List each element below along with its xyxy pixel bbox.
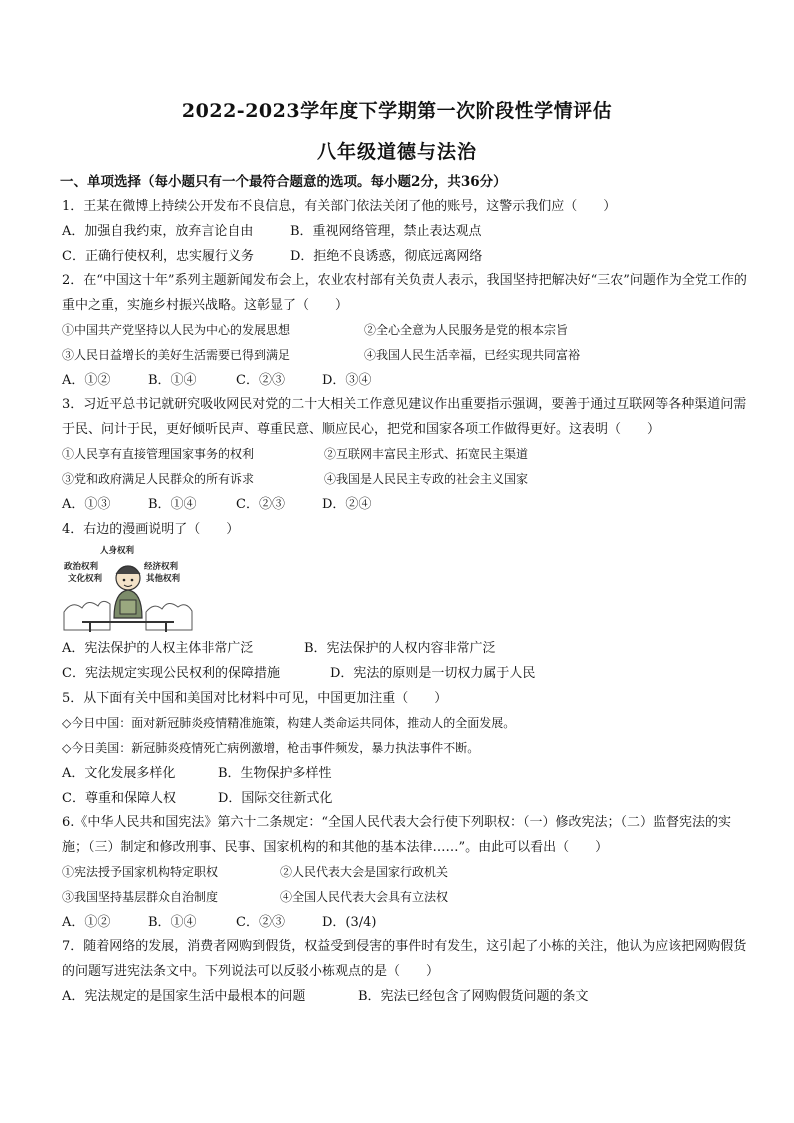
q1-option-b: B．重视网络管理，禁止表达观点 [290, 224, 482, 239]
q2-statements-row2 [62, 343, 752, 368]
q4-option-c: C．宪法规定实现公民权利的保障措施 [62, 666, 280, 681]
q2-option-c: C．②③ [236, 373, 285, 388]
q4-stem: 4．右边的漫画说明了（ ） [62, 522, 240, 537]
q2-statement-4: ④我国人民生活幸福，已经实现共同富裕 [364, 348, 581, 362]
rights-cartoon [62, 542, 194, 634]
q4-option-b: B．宪法保护的人权内容非常广泛 [304, 641, 496, 656]
q1-options-row2 [62, 244, 752, 269]
q5-option-d: D．国际交往新式化 [218, 791, 333, 806]
q3-statement-1: ①人民享有直接管理国家事务的权利 [62, 447, 255, 461]
q5-option-c: C．尊重和保障人权 [62, 791, 176, 806]
q2-option-d: D．③④ [322, 373, 372, 388]
q2-stem: 2．在“中国这十年”系列主题新闻发布会上，农业农村部有关负责人表示，我国坚持把解决好“三农”问题作为全党工作的重中之重，实施乡村振兴战略。这彰显了（ ） [62, 273, 747, 313]
cartoon-label-personal-rights: 人身权利 [100, 546, 135, 556]
q7-option-a: A．宪法规定的是国家生活中最根本的问题 [62, 989, 306, 1004]
q3-option-c: C．②③ [236, 497, 285, 512]
q2-option-a: A．①② [62, 373, 111, 388]
q6-statement-4: ④全国人民代表大会具有立法权 [280, 890, 449, 904]
q4-option-d: D．宪法的原则是一切权力属于人民 [330, 666, 536, 681]
cartoon-label-other-rights: 其他权利 [146, 574, 181, 584]
q4-option-a: A．宪法保护的人权主体非常广泛 [62, 641, 254, 656]
q4-options-row2 [62, 661, 752, 686]
q2-statement-1: ①中国共产党坚持以人民为中心的发展思想 [62, 323, 291, 337]
q2-statements-row1 [62, 318, 752, 343]
q2-options [62, 368, 752, 393]
q5-option-a: A．文化发展多样化 [62, 766, 176, 781]
q3-statements-row1 [62, 442, 752, 467]
exam-content [62, 170, 752, 1009]
q1-option-a: A．加强自我约束，放弃言论自由 [62, 224, 254, 239]
q1-option-d: D．拒绝不良诱惑，彻底远离网络 [290, 249, 483, 264]
q5-option-b: B．生物保护多样性 [218, 766, 332, 781]
q3-statement-4: ④我国是人民民主专政的社会主义国家 [324, 472, 529, 486]
q6-statement-2: ②人民代表大会是国家行政机关 [280, 865, 449, 879]
q3-options [62, 492, 752, 517]
exam-title: 2022-2023学年度下学期第一次阶段性学情评估 [181, 100, 613, 122]
q2-statement-3: ③人民日益增长的美好生活需要已得到满足 [62, 348, 291, 362]
q4-options-row1 [62, 636, 752, 661]
q3-option-d: D．②④ [322, 497, 372, 512]
q6-option-c: C．②③ [236, 915, 285, 930]
cartoon-label-economic-rights: 经济权利 [144, 562, 179, 572]
q3-statement-2: ②互联网丰富民主形式、拓宽民主渠道 [324, 447, 529, 461]
q7-option-b: B．宪法已经包含了网购假货问题的条文 [358, 989, 589, 1004]
q2-statement-2: ②全心全意为人民服务是党的根本宗旨 [364, 323, 569, 337]
q3-option-b: B．①④ [148, 497, 197, 512]
q6-statement-1: ①宪法授予国家机构特定职权 [62, 865, 219, 879]
q3-statements-row2 [62, 467, 752, 492]
q5-stem: 5．从下面有关中国和美国对比材料中可见，中国更加注重（ ） [62, 691, 448, 706]
cartoon-label-political-rights: 政治权利 [64, 562, 99, 572]
q6-statement-3: ③我国坚持基层群众自治制度 [62, 890, 219, 904]
q6-options [62, 910, 752, 935]
exam-subtitle: 八年级道德与法治 [316, 141, 477, 163]
q5-options-row1 [62, 761, 752, 786]
q3-stem: 3．习近平总书记就研究吸收网民对党的二十大相关工作意见建议作出重要指示强调，要善于通过互联网等各种渠道问需于民、问计于民，更好倾听民声、尊重民意、顺应民心，把党和国家各项工作做得更好。这表明（ ） [62, 397, 747, 437]
q6-option-d: D．(3/4) [322, 915, 377, 930]
q3-option-a: A．①③ [62, 497, 111, 512]
q1-options-row1 [62, 219, 752, 244]
q6-option-b: B．①④ [148, 915, 197, 930]
q5-material-china: ◇今日中国：面对新冠肺炎疫情精准施策，构建人类命运共同体，推动人的全面发展。 [62, 716, 516, 730]
q7-options-row1 [62, 984, 752, 1009]
q6-option-a: A．①② [62, 915, 111, 930]
q6-statements-row1 [62, 860, 752, 885]
section-heading: 一、单项选择（每小题只有一个最符合题意的选项。每小题2分，共36分） [60, 174, 507, 190]
q1-option-c: C．正确行使权利，忠实履行义务 [62, 249, 254, 264]
q3-statement-3: ③党和政府满足人民群众的所有诉求 [62, 472, 255, 486]
cartoon-label-cultural-rights: 文化权利 [68, 574, 103, 584]
q7-stem: 7．随着网络的发展，消费者网购到假货，权益受到侵害的事件时有发生，这引起了小栋的关注，他认为应该把网购假货的问题写进宪法条文中。下列说法可以反驳小栋观点的是（ ） [62, 939, 747, 979]
q6-statements-row2 [62, 885, 752, 910]
q2-option-b: B．①④ [148, 373, 197, 388]
q6-stem: 6.《中华人民共和国宪法》第六十二条规定：“全国人民代表大会行使下列职权：（一）修改宪法；（二）监督宪法的实施；（三）制定和修改刑事、民事、国家机构的和其他的基本法律……”。由此可以看出（ ） [62, 815, 732, 855]
q5-material-usa: ◇今日美国：新冠肺炎疫情死亡病例激增，枪击事件频发，暴力执法事件不断。 [62, 741, 480, 755]
q5-options-row2 [62, 786, 752, 811]
q1-stem: 1．王某在微博上持续公开发布不良信息，有关部门依法关闭了他的账号，这警示我们应（ ） [62, 199, 617, 214]
